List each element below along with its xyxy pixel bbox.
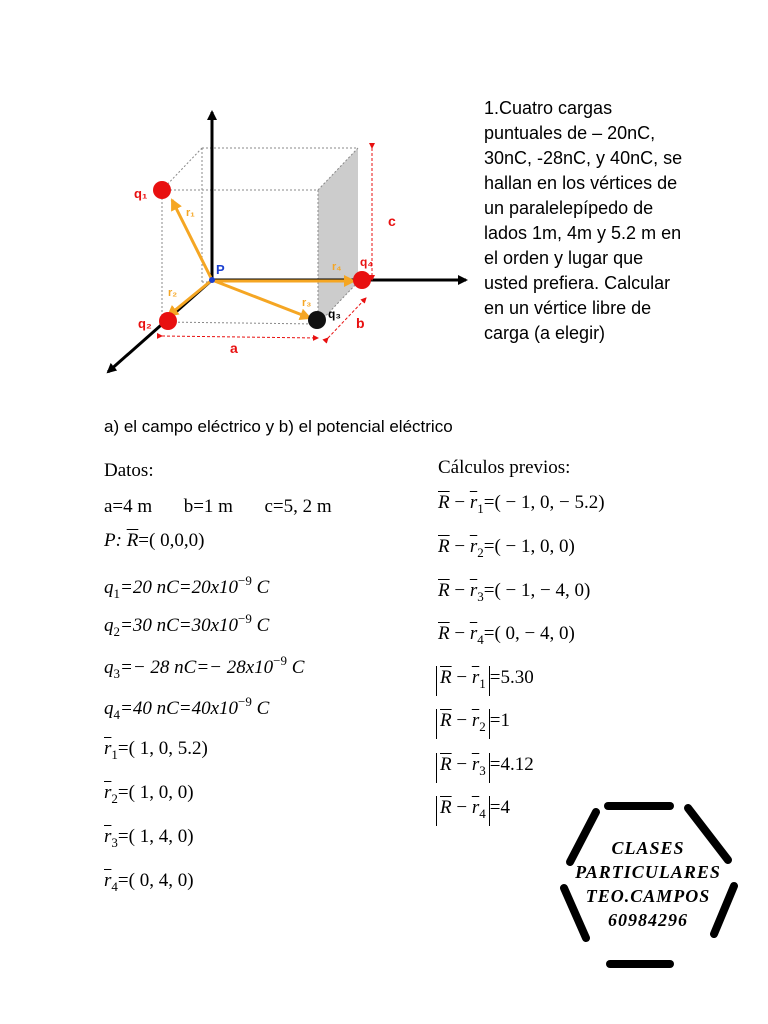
position-row: $\overline{r}_1=$( 1, 0, 5.2) — [104, 738, 208, 762]
point-p — [209, 277, 215, 283]
charge-q2 — [159, 312, 177, 330]
magnitude-row: $\overline{R} - \overline{r}_2 =1$ — [436, 709, 510, 739]
a-dimension — [162, 336, 318, 338]
magnitude-row: $\overline{R} - \overline{r}_3 =4.12$ — [436, 753, 534, 783]
shaded-face — [318, 148, 358, 324]
stamp-hexagon — [548, 800, 748, 970]
position-row: $\overline{r}_3=$( 1, 4, 0) — [104, 826, 194, 850]
label-b: b — [356, 315, 365, 331]
position-row: $\overline{r}_2=$( 1, 0, 0) — [104, 782, 194, 806]
stamp-line-3: TEO.CAMPOS — [585, 886, 711, 906]
position-row: $\overline{r}_4=$( 0, 4, 0) — [104, 870, 194, 894]
label-q2: q₂ — [138, 316, 152, 331]
charge-q1 — [153, 181, 171, 199]
parallelepiped-diagram — [100, 100, 472, 380]
p-value: =( 0,0,0) — [138, 530, 205, 551]
problem-statement: 1.Cuatro cargas puntuales de – 20nC, 30nC, -28nC, y 40nC, se hallan en los vértices de un paralelepípedo de lados 1m, 4m y 5.2 m en el orden y lugar que usted prefiera. Calcular en un vértice libre de carga (a elegir) — [484, 98, 683, 343]
charge-row: $q_4=40$ $nC=40x10^{-9}$ C — [104, 694, 270, 722]
diff-row: $\overline{R} - \overline{r}_3=( - 1$, − 4, 0) — [438, 580, 591, 604]
dim-b: b=1 m — [183, 496, 233, 517]
question-text: a) el campo eléctrico y b) el potencial eléctrico — [104, 417, 453, 436]
charge-q4 — [353, 271, 371, 289]
charge-row: $q_2=30$ $nC=30x10^{-9}$ C — [104, 611, 270, 639]
label-q4: q₄ — [360, 255, 374, 269]
charge-row: $q_3=- 28$ $nC=- 28x10^{-9}$ C — [104, 653, 305, 681]
charge-row: $q_1=20$ $nC=20x10^{-9}$ C — [104, 573, 270, 601]
p-vector: $\overline{R}$ — [126, 530, 139, 551]
diff-row: $\overline{R} - \overline{r}_4=$( 0, − 4, 0) — [438, 623, 575, 647]
label-r2: r₂ — [168, 287, 178, 299]
magnitude-row: $\overline{R} - \overline{r}_4 =4$ — [436, 796, 510, 826]
r3-vector — [212, 280, 310, 318]
p-label: P: — [104, 530, 122, 551]
dims-row — [104, 496, 332, 518]
magnitude-row: $\overline{R} - \overline{r}_1 =5.30$ — [436, 666, 534, 696]
label-q1: q₁ — [134, 186, 148, 201]
point-p-row — [104, 530, 204, 552]
label-c: c — [388, 213, 396, 229]
diff-row: $\overline{R} - \overline{r}_2=( - 1$, 0, 0) — [438, 536, 575, 560]
diff-row: $\overline{R} - \overline{r}_1=( - 1$, 0, − 5.2) — [438, 492, 605, 516]
datos-heading: Datos: — [104, 460, 154, 481]
label-r3: r₃ — [302, 297, 312, 309]
stamp-line-1: CLASES — [611, 838, 685, 858]
label-p: P — [216, 262, 225, 277]
label-q3: q₃ — [328, 307, 341, 321]
dim-a: a=4 m — [104, 496, 153, 517]
stamp-line-2: PARTICULARES — [575, 862, 721, 882]
stamp-line-4: 60984296 — [608, 910, 688, 930]
dim-c: c=5, 2 m — [264, 496, 332, 517]
label-r1: r₁ — [186, 207, 195, 219]
label-a: a — [230, 340, 238, 356]
label-r4: r₄ — [332, 261, 342, 273]
calculos-heading: Cálculos previos: — [438, 457, 571, 478]
charge-q3 — [308, 311, 326, 329]
